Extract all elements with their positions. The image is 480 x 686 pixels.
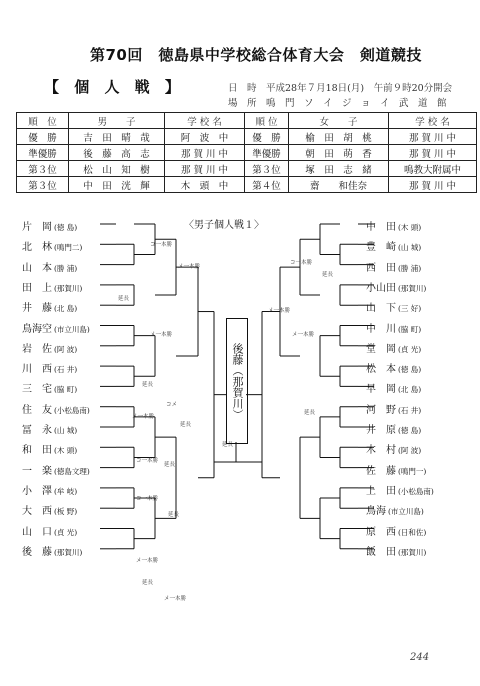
player-school: (勝 浦) bbox=[54, 263, 78, 273]
match-note: 延長 bbox=[142, 382, 154, 388]
results-cell: 第３位 bbox=[17, 161, 69, 177]
player-name: 岩 佐 bbox=[22, 343, 52, 355]
match-note: メ一本勝 bbox=[136, 558, 159, 564]
results-cell: 男 子 bbox=[69, 113, 165, 129]
results-cell: 準優勝 bbox=[17, 145, 69, 161]
left-player-1 bbox=[22, 238, 82, 253]
match-note: メ一本勝 bbox=[132, 414, 155, 420]
right-player-11 bbox=[366, 441, 421, 456]
left-player-6 bbox=[22, 340, 77, 355]
player-school: (脇 町) bbox=[398, 324, 422, 334]
match-note: 延長 bbox=[222, 442, 234, 448]
right-player-4 bbox=[366, 299, 421, 314]
left-player-10 bbox=[22, 421, 77, 436]
player-name: 井 原 bbox=[366, 425, 396, 436]
player-name: 山 下 bbox=[366, 303, 396, 315]
left-player-0 bbox=[22, 218, 77, 233]
left-player-2 bbox=[22, 259, 77, 274]
left-player-4 bbox=[22, 299, 77, 314]
player-school: (阿 波) bbox=[398, 446, 422, 456]
player-name: 小山田 bbox=[366, 282, 396, 294]
player-school: (勝 浦) bbox=[398, 263, 422, 273]
player-school: (小松島南) bbox=[54, 405, 90, 415]
player-school: (山 城) bbox=[54, 426, 78, 435]
results-cell: 那 賀 川 中 bbox=[165, 161, 245, 177]
results-cell: 学 校 名 bbox=[389, 113, 477, 129]
results-cell: 第４位 bbox=[245, 177, 289, 193]
results-cell: 中 田 洸 輝 bbox=[69, 177, 165, 193]
left-player-8 bbox=[22, 380, 77, 395]
results-cell: 順 位 bbox=[245, 113, 289, 129]
player-name: 中 川 bbox=[366, 323, 396, 335]
player-name: 西 田 bbox=[366, 262, 396, 274]
results-cell: 那 賀 川 中 bbox=[389, 145, 477, 161]
player-school: (脇 町) bbox=[54, 385, 78, 395]
results-cell: 第３位 bbox=[245, 161, 289, 177]
match-note: メ一本勝 bbox=[268, 308, 291, 314]
player-name: 一 楽 bbox=[22, 465, 52, 477]
left-player-16 bbox=[22, 543, 82, 558]
match-note: 延長 bbox=[322, 272, 334, 278]
player-name: 松 本 bbox=[366, 364, 396, 376]
player-school: (板 野) bbox=[54, 507, 78, 517]
results-cell: 榆 田 胡 桃 bbox=[289, 129, 389, 145]
player-school: (石 井) bbox=[398, 405, 422, 415]
results-cell: 第３位 bbox=[17, 177, 69, 193]
results-cell: 準優勝 bbox=[245, 145, 289, 161]
match-note: メ一本勝 bbox=[164, 596, 187, 602]
player-name: 小 澤 bbox=[22, 485, 52, 497]
player-school: (貞 光) bbox=[398, 344, 422, 354]
player-name: 鳥海空 bbox=[22, 323, 52, 335]
player-school: (日和佐) bbox=[398, 527, 427, 537]
player-name: 鳥海 bbox=[366, 506, 386, 518]
left-player-9 bbox=[22, 401, 90, 416]
right-player-5 bbox=[366, 320, 421, 335]
results-cell: 朝 田 萌 香 bbox=[289, 145, 389, 161]
right-player-8 bbox=[366, 380, 421, 395]
page-title: 第70回 徳島県中学校総合体育大会 剣道競技 bbox=[90, 46, 422, 64]
results-cell: 女 子 bbox=[289, 113, 389, 129]
player-name: 和 田 bbox=[22, 445, 52, 457]
match-note: メ一本勝 bbox=[178, 264, 201, 270]
player-name: 北 林 bbox=[22, 242, 52, 254]
right-player-15 bbox=[366, 523, 426, 538]
match-note: コ一本勝 bbox=[136, 496, 159, 502]
player-name: 三 宅 bbox=[22, 384, 52, 396]
player-name: 片 岡 bbox=[22, 222, 52, 233]
results-cell: 優 勝 bbox=[17, 129, 69, 145]
results-cell: 優 勝 bbox=[245, 129, 289, 145]
right-player-0 bbox=[366, 218, 421, 233]
match-note: 延長 bbox=[168, 512, 180, 518]
player-school: (市立川島) bbox=[54, 324, 90, 334]
player-name: 上 田 bbox=[366, 485, 396, 497]
match-note: メ一本勝 bbox=[150, 332, 173, 338]
results-cell: 後 藤 高 志 bbox=[69, 145, 165, 161]
player-school: (徳 島) bbox=[54, 223, 78, 232]
player-school: (鳴門一) bbox=[398, 466, 427, 476]
player-school: (那賀川) bbox=[54, 547, 83, 557]
right-player-3 bbox=[366, 279, 426, 294]
match-note: コメ bbox=[166, 402, 178, 408]
player-name: 河 野 bbox=[366, 404, 396, 416]
left-player-13 bbox=[22, 482, 77, 497]
right-player-6 bbox=[366, 340, 421, 355]
player-name: 住 友 bbox=[22, 404, 52, 416]
player-school: (山 城) bbox=[398, 243, 422, 253]
player-name: 山 本 bbox=[22, 262, 52, 274]
results-cell: 齋 和佳奈 bbox=[289, 177, 389, 193]
match-note: 延長 bbox=[142, 580, 154, 586]
left-player-11 bbox=[22, 441, 77, 456]
right-player-7 bbox=[366, 360, 421, 375]
player-school: (小松島南) bbox=[398, 486, 434, 496]
player-school: (木 頭) bbox=[54, 446, 78, 456]
player-name: 堂 岡 bbox=[366, 343, 396, 355]
match-note: 延長 bbox=[180, 422, 192, 428]
left-player-3 bbox=[22, 279, 82, 294]
player-name: 木 村 bbox=[366, 445, 396, 457]
player-school: (貞 光) bbox=[54, 527, 78, 537]
player-name: 豊 崎 bbox=[366, 242, 396, 254]
right-player-14 bbox=[366, 502, 424, 517]
player-school: (牟 岐) bbox=[54, 486, 78, 496]
match-note: メ一本勝 bbox=[292, 332, 315, 338]
player-school: (那賀川) bbox=[54, 283, 83, 293]
player-school: (徳島文理) bbox=[54, 466, 90, 476]
results-cell: 順 位 bbox=[17, 113, 69, 129]
player-school: (那賀川) bbox=[398, 283, 427, 293]
player-name: 大 西 bbox=[22, 506, 52, 518]
results-cell: 那 賀 川 中 bbox=[389, 177, 477, 193]
player-name: 後 藤 bbox=[22, 546, 52, 558]
bracket-title: 〈男子個人戦１〉 bbox=[184, 220, 264, 231]
results-cell: 木 頭 中 bbox=[165, 177, 245, 193]
player-school: (北 島) bbox=[398, 385, 422, 395]
right-player-2 bbox=[366, 259, 421, 274]
results-cell: 学 校 名 bbox=[165, 113, 245, 129]
player-school: (那賀川) bbox=[398, 547, 427, 557]
match-note: 延長 bbox=[164, 462, 176, 468]
results-cell: 那 賀 川 中 bbox=[165, 145, 245, 161]
right-player-12 bbox=[366, 462, 426, 477]
left-player-12 bbox=[22, 462, 90, 477]
player-school: (市立川島) bbox=[388, 507, 424, 517]
right-player-9 bbox=[366, 401, 421, 416]
match-note: コ一本勝 bbox=[136, 458, 159, 464]
match-note: 延長 bbox=[304, 410, 316, 416]
player-name: 井 藤 bbox=[22, 303, 52, 315]
right-player-13 bbox=[366, 482, 434, 497]
player-name: 原 西 bbox=[366, 526, 396, 538]
right-player-10 bbox=[366, 421, 421, 436]
player-name: 飯 田 bbox=[366, 546, 396, 558]
player-school: (鳴門二) bbox=[54, 243, 83, 253]
player-name: 田 上 bbox=[22, 282, 52, 294]
date-line: 日 時 平成28年７月18日(月) 午前９時20分開会 bbox=[228, 83, 453, 94]
match-note: コ一本勝 bbox=[150, 242, 173, 248]
player-school: (三 好) bbox=[398, 304, 422, 314]
venue-line: 場 所 鳴 門 ソ イ ジ ョ イ 武 道 館 bbox=[228, 98, 447, 109]
player-name: 山 口 bbox=[22, 526, 52, 538]
results-cell: 鳴教大附属中 bbox=[389, 161, 477, 177]
left-player-7 bbox=[22, 360, 77, 375]
player-school: (阿 波) bbox=[54, 344, 78, 354]
left-player-14 bbox=[22, 502, 77, 517]
player-school: (徳 島) bbox=[398, 365, 422, 375]
results-cell: 那 賀 川 中 bbox=[389, 129, 477, 145]
results-cell: 塚 田 志 緒 bbox=[289, 161, 389, 177]
right-player-1 bbox=[366, 238, 421, 253]
player-name: 冨 永 bbox=[22, 425, 52, 436]
player-school: (木 頭) bbox=[398, 223, 422, 232]
player-school: (徳 島) bbox=[398, 426, 422, 435]
match-note: 延長 bbox=[118, 296, 130, 302]
player-name: 佐 藤 bbox=[366, 465, 396, 477]
player-school: (石 井) bbox=[54, 365, 78, 375]
page-number: 244 bbox=[410, 652, 430, 663]
results-cell: 吉 田 晴 哉 bbox=[69, 129, 165, 145]
left-player-5 bbox=[22, 320, 90, 335]
right-player-16 bbox=[366, 543, 426, 558]
player-name: 早 岡 bbox=[366, 384, 396, 396]
player-school: (北 島) bbox=[54, 304, 78, 314]
left-player-15 bbox=[22, 523, 77, 538]
match-note: コ一本勝 bbox=[290, 260, 313, 266]
player-name: 川 西 bbox=[22, 364, 52, 376]
player-name: 中 田 bbox=[366, 222, 396, 233]
results-cell: 松 山 知 樹 bbox=[69, 161, 165, 177]
event-heading: 【 個 人 戦 】 bbox=[44, 78, 185, 96]
results-cell: 阿 波 中 bbox=[165, 129, 245, 145]
winner-box: 後藤（那賀川） bbox=[226, 318, 248, 444]
